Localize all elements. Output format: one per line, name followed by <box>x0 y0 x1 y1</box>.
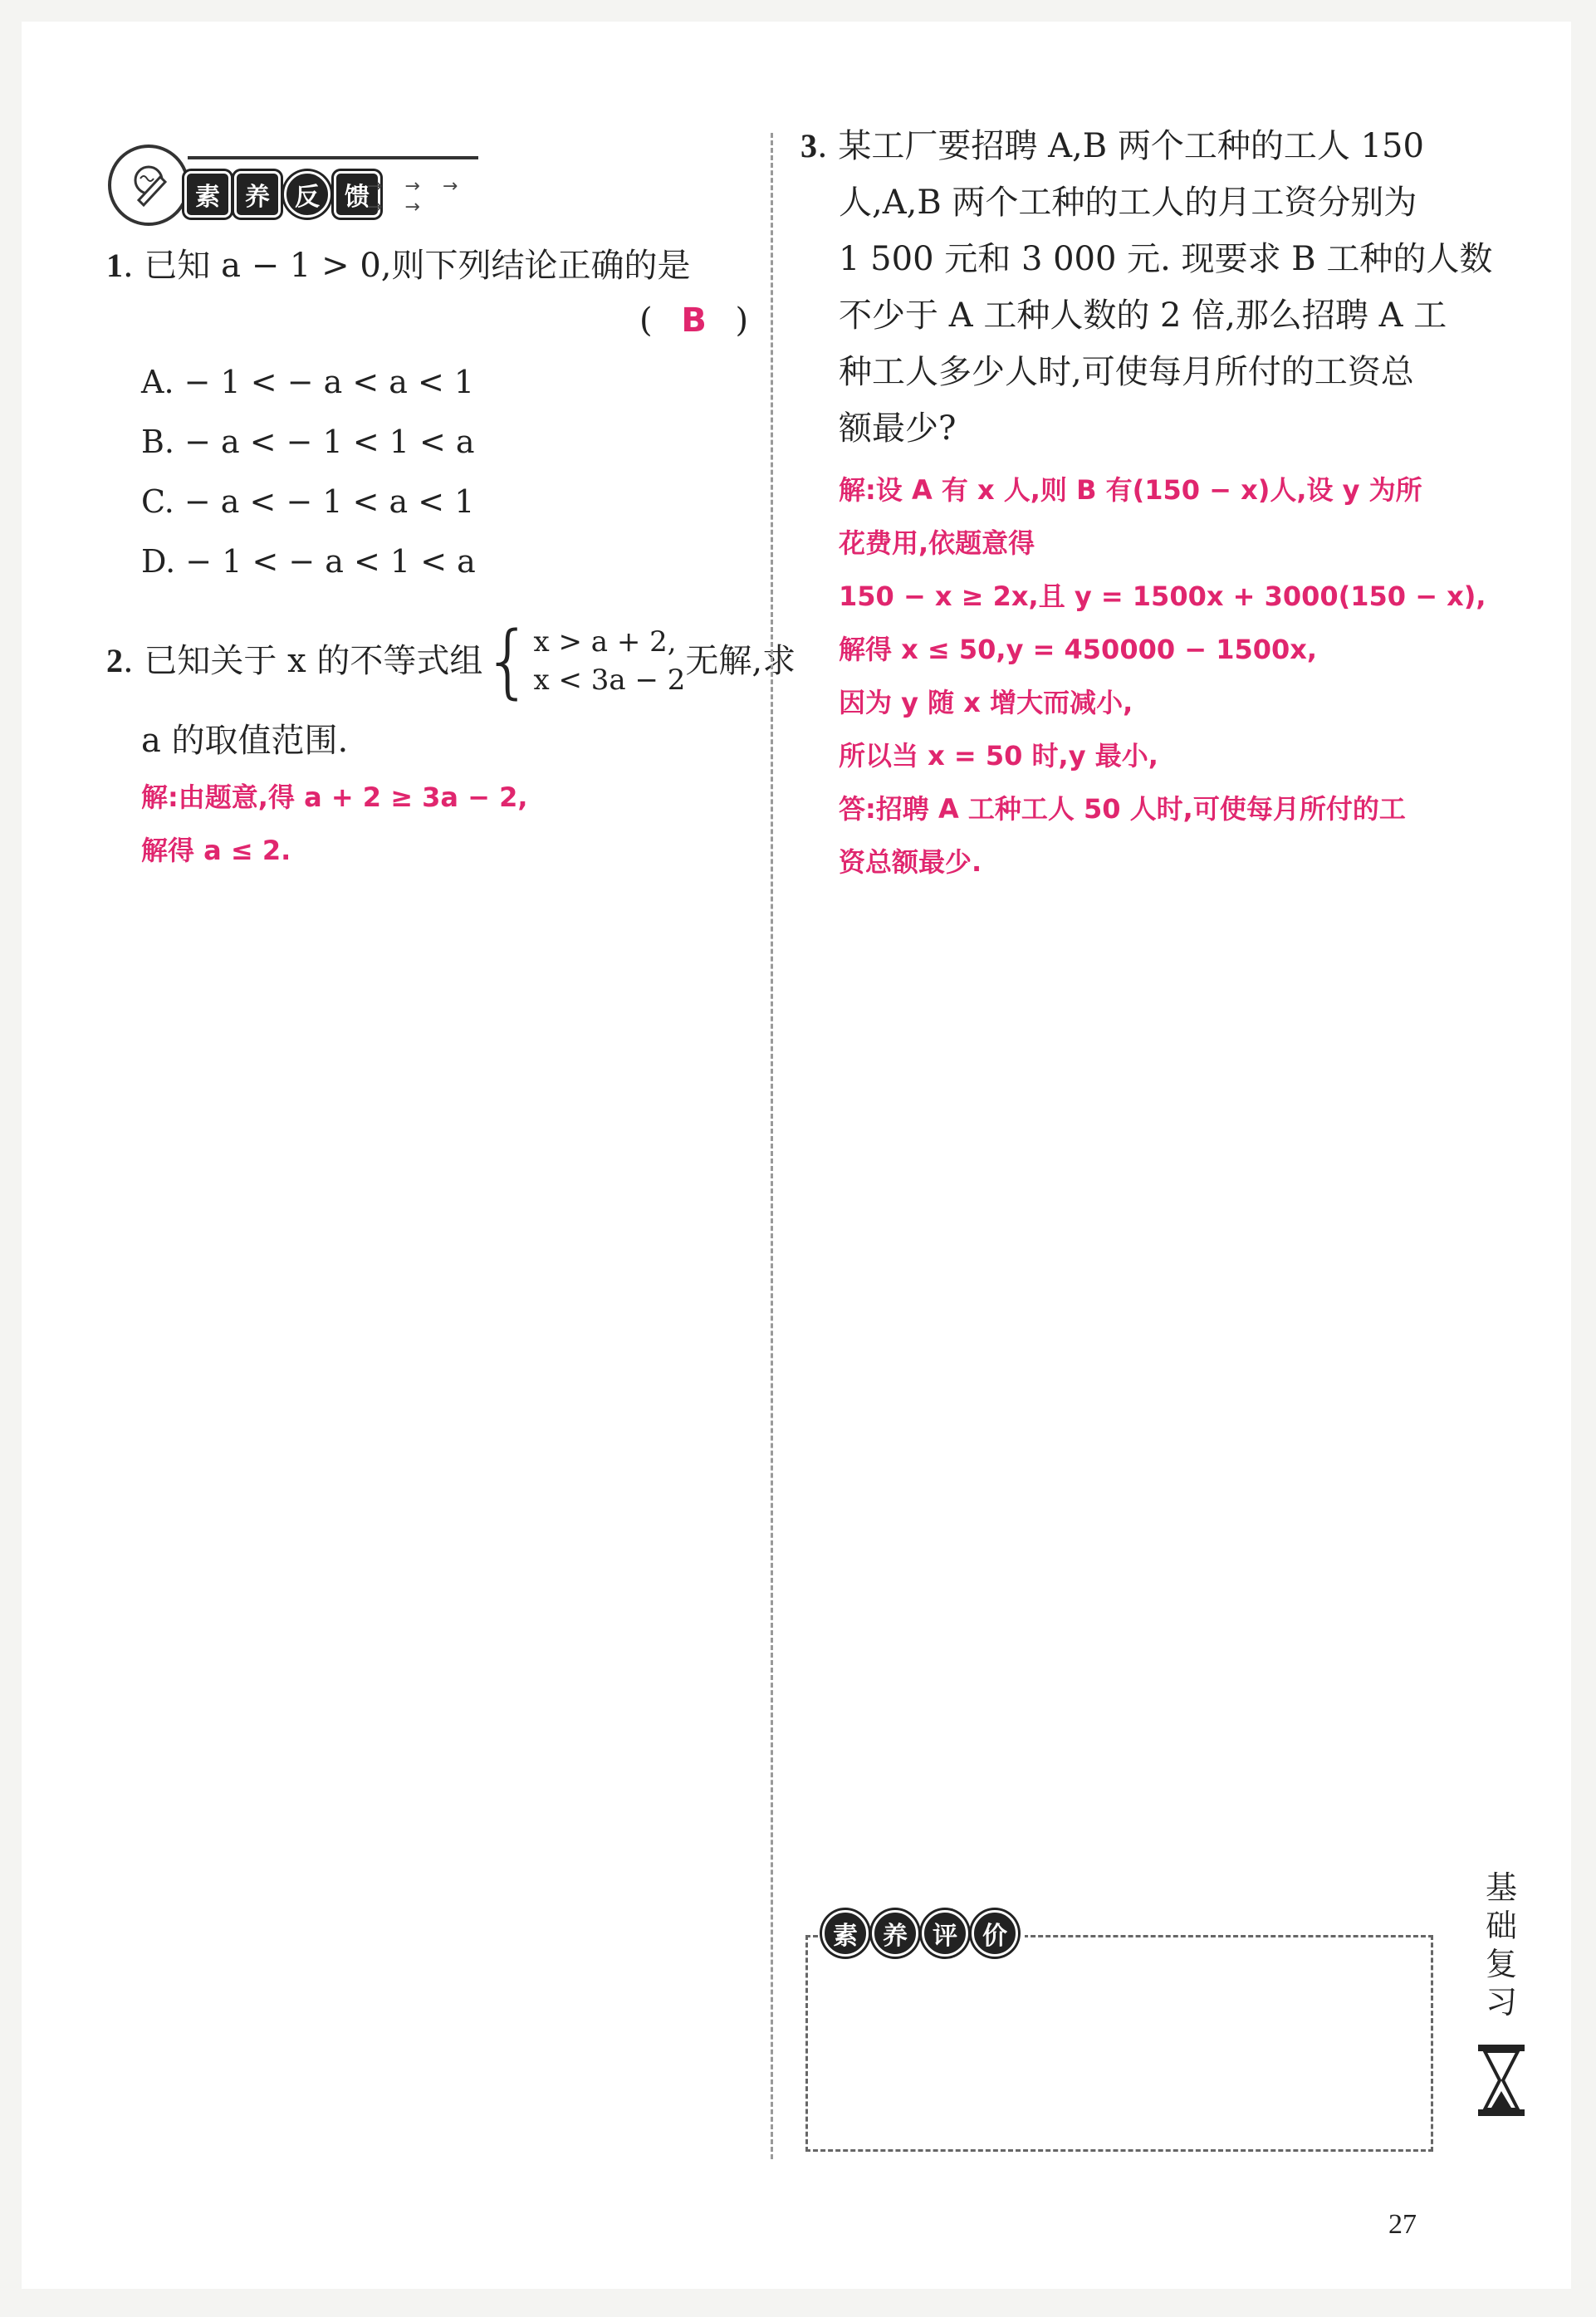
answer-bracket <box>639 292 748 349</box>
title-char: 素 <box>822 1910 869 1957</box>
question-2-line2: a 的取值范围. <box>141 722 349 760</box>
option-b: B. − a < − 1 < 1 < a <box>141 424 475 460</box>
question-number: 2 <box>106 642 123 679</box>
inequality-1: x > a + 2, <box>533 625 677 659</box>
column-divider <box>771 133 773 2159</box>
header-rule <box>188 156 478 159</box>
title-char: 素 <box>184 171 231 218</box>
section-title <box>184 171 380 218</box>
title-char: 养 <box>872 1910 918 1957</box>
solution-3-line: 资总额最少. <box>839 846 982 878</box>
chapter-side-label: 基础复习 <box>1485 1869 1517 2021</box>
question-3-line: 种工人多少人时,可使每月所付的工资总 <box>839 353 1414 391</box>
solution-3-line: 所以当 x = 50 时,y 最小, <box>839 740 1158 772</box>
solution-3-line: 150 − x ≥ 2x,且 y = 1500x + 3000(150 − x), <box>839 580 1486 612</box>
solution-2-line2: 解得 a ≤ 2. <box>141 835 291 866</box>
title-char: 评 <box>922 1910 968 1957</box>
inequality-2: x < 3a − 2 <box>533 664 686 697</box>
arrow-decoration: → → → → → <box>367 176 467 218</box>
question-text: . 已知 a − 1 > 0,则下列结论正确的是 <box>123 247 691 285</box>
question-3 <box>800 118 1424 174</box>
evaluation-title <box>822 1910 1025 1957</box>
question-1 <box>106 238 691 294</box>
title-char: 价 <box>972 1910 1018 1957</box>
paren-close: ) <box>735 301 749 340</box>
evaluation-box[interactable] <box>805 1935 1433 2152</box>
question-2 <box>106 615 796 708</box>
question-number: 1 <box>106 247 123 284</box>
question-3-line: 人,A,B 两个工种的工人的月工资分别为 <box>839 184 1417 222</box>
option-d: D. − 1 < − a < 1 < a <box>141 543 476 580</box>
option-a: A. − 1 < − a < a < 1 <box>141 364 475 400</box>
section-header-feedback <box>108 133 498 224</box>
page-number: 27 <box>1388 2209 1417 2240</box>
solution-3-line: 答:招聘 A 工种工人 50 人时,可使每月所付的工 <box>839 793 1406 825</box>
question-text-cont: 无解,求 <box>685 642 796 680</box>
solution-3-line: 解:设 A 有 x 人,则 B 有(150 − x)人,设 y 为所 <box>839 474 1422 506</box>
title-char: 养 <box>234 171 281 218</box>
paren-open: ( <box>639 301 653 340</box>
question-3-line: 1 500 元和 3 000 元. 现要求 B 工种的人数 <box>839 240 1493 278</box>
solution-2-line1: 解:由题意,得 a + 2 ≥ 3a − 2, <box>141 781 528 813</box>
solution-3-line: 解得 x ≤ 50,y = 450000 − 1500x, <box>839 634 1318 665</box>
option-c: C. − a < − 1 < a < 1 <box>141 483 475 520</box>
title-char: 馈 <box>334 171 380 218</box>
hourglass-icon <box>1476 2043 1526 2118</box>
solution-3-line: 花费用,依题意得 <box>839 527 1035 559</box>
inequality-system <box>534 623 686 699</box>
pencil-notebook-icon <box>108 145 189 226</box>
system-brace: { <box>482 615 534 708</box>
answer-choice: B <box>681 301 707 340</box>
question-3-line: 不少于 A 工种人数的 2 倍,那么招聘 A 工 <box>839 296 1447 335</box>
question-3-line: 额最少? <box>839 409 957 448</box>
question-text-line: . 某工厂要招聘 A,B 两个工种的工人 150 <box>817 127 1424 165</box>
question-number: 3 <box>800 127 817 164</box>
title-char: 反 <box>284 171 330 218</box>
solution-3-line: 因为 y 随 x 增大而减小, <box>839 687 1133 718</box>
question-text: . 已知关于 x 的不等式组 <box>123 642 483 680</box>
